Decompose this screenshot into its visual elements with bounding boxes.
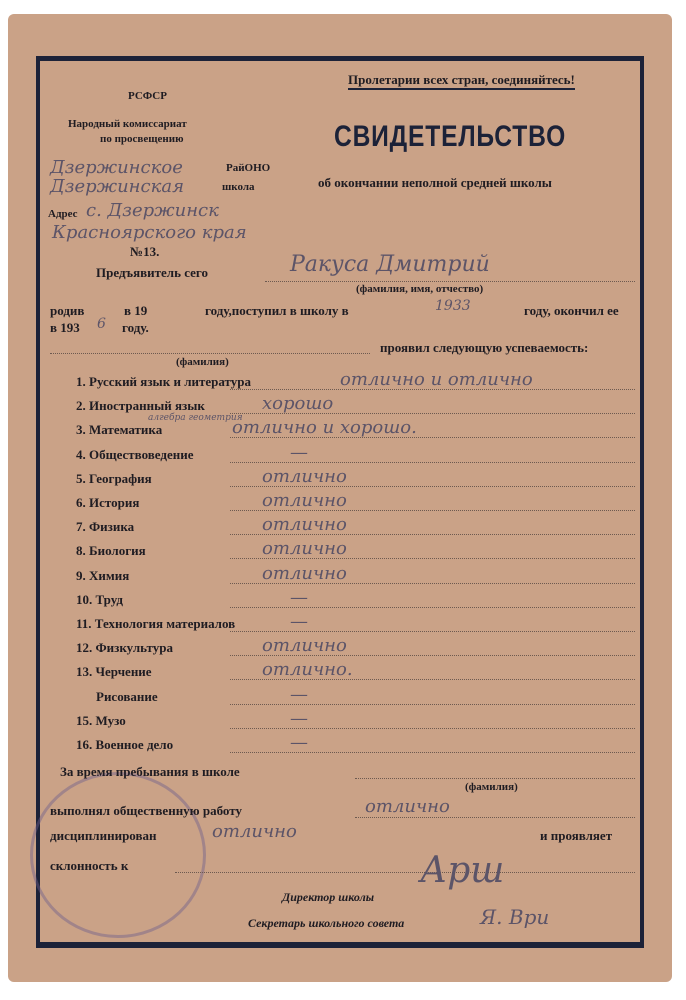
- subject-label: Рисование: [96, 688, 158, 704]
- subject-label: 16. Военное дело: [76, 737, 174, 752]
- subject-grade: —: [290, 683, 308, 705]
- work-hw: отлично: [365, 796, 450, 817]
- subject-grade: —: [290, 586, 308, 608]
- subject-grade: —: [290, 611, 308, 632]
- inclination-label: склонность к: [50, 858, 129, 873]
- subject-label: 3. Математика: [76, 422, 163, 438]
- address-label: Адрес: [48, 208, 78, 220]
- director-signature: Арш: [420, 850, 505, 891]
- subject-grade: отлично.: [262, 659, 353, 681]
- subject-label: 10. Труд: [76, 591, 123, 607]
- stay-label: За время пребывания в школе: [60, 764, 240, 779]
- subtitle: об окончании неполной средней школы: [318, 175, 552, 190]
- subject-label: 2. Иностранный язык: [76, 398, 205, 414]
- commissariat: Народный комиссариат: [68, 118, 187, 130]
- subject-label: 11. Технология материалов: [76, 616, 236, 631]
- finished-year-hw: 6: [97, 316, 106, 332]
- subject-label: 13. Черчение: [76, 664, 152, 680]
- page-title: СВИДЕТЕЛЬСТВО: [334, 120, 567, 153]
- address-hw-2: Красноярского края: [52, 222, 247, 243]
- entered-label: году,поступил в школу в: [205, 303, 349, 318]
- school-label: школа: [222, 181, 255, 193]
- inclination-line: [175, 872, 635, 873]
- subject-grade: —: [290, 732, 308, 753]
- subject-grade: хорошо: [262, 393, 334, 415]
- finished-suffix: году.: [122, 320, 149, 335]
- school-stamp: [30, 772, 206, 938]
- subject-label: 8. Биология: [76, 543, 146, 559]
- frame-bottom: [36, 942, 644, 948]
- subject-label: 15. Музо: [76, 712, 126, 728]
- director-label: Директор школы: [282, 890, 375, 904]
- subject-note: алгебра геометрия: [148, 413, 243, 424]
- secretary-signature: Я. Ври: [480, 905, 550, 929]
- subject-label: 5. География: [76, 470, 152, 486]
- frame-left: [36, 56, 40, 946]
- bearer-label: Предъявитель сего: [96, 265, 208, 280]
- subject-grade: отлично: [262, 514, 347, 536]
- subject-label: 9. Химия: [76, 567, 130, 583]
- bearer-name-hw: Ракуса Дмитрий: [290, 252, 490, 277]
- subject-grade: отлично: [262, 562, 347, 584]
- subject-grade: —: [290, 441, 308, 463]
- subject-grade: отлично: [262, 465, 347, 487]
- rayono-hw: Дзержинское: [50, 157, 183, 178]
- footer-surname-caption: (фамилия): [465, 781, 518, 793]
- name-caption: (фамилия, имя, отчество): [356, 283, 484, 295]
- surname-line: [50, 353, 370, 354]
- school-hw: Дзержинская: [50, 176, 185, 197]
- stay-line: [355, 778, 635, 779]
- born-year: в 19: [124, 303, 148, 318]
- subject-grade: отлично и хорошо.: [232, 417, 417, 439]
- finished-prefix: в 193: [50, 320, 80, 335]
- slogan: Пролетарии всех стран, соединяйтесь!: [348, 72, 575, 90]
- subject-label: 4. Обществоведение: [76, 446, 194, 462]
- secretary-label: Секретарь школьного совета: [248, 916, 405, 930]
- rayono-label: РайОНО: [226, 162, 271, 174]
- progress-label: проявил следующую успеваемость:: [380, 340, 589, 355]
- subject-grade: отлично и отлично: [340, 369, 533, 390]
- subject-grade: отлично: [262, 635, 347, 657]
- subject-label: 6. История: [76, 495, 140, 510]
- subject-grade: —: [290, 707, 308, 729]
- republic: РСФСР: [128, 90, 167, 102]
- work-label: выполнял общественную работу: [50, 803, 242, 818]
- entered-year-hw: 1933: [435, 298, 471, 314]
- born-label: родив: [50, 303, 85, 318]
- finished-label: году, окончил ее: [524, 303, 619, 318]
- discipline-label: дисциплинирован: [50, 828, 157, 843]
- subject-label: 7. Физика: [76, 519, 135, 535]
- commissariat-2: по просвещению: [100, 133, 184, 145]
- subject-grade: отлично: [262, 538, 347, 560]
- frame-right: [640, 56, 644, 946]
- address-hw: с. Дзержинск: [86, 200, 219, 221]
- surname-caption: (фамилия): [176, 356, 229, 368]
- discipline-hw: отлично: [212, 821, 297, 842]
- school-number: №13.: [130, 244, 160, 259]
- shows-label: и проявляет: [540, 828, 613, 843]
- subject-label: 12. Физкультура: [76, 640, 173, 656]
- frame-top: [36, 56, 644, 61]
- work-line: [355, 817, 635, 818]
- subject-label: 1. Русский язык и литература: [76, 374, 251, 389]
- name-line: [265, 281, 635, 282]
- subject-grade: отлично: [262, 490, 347, 511]
